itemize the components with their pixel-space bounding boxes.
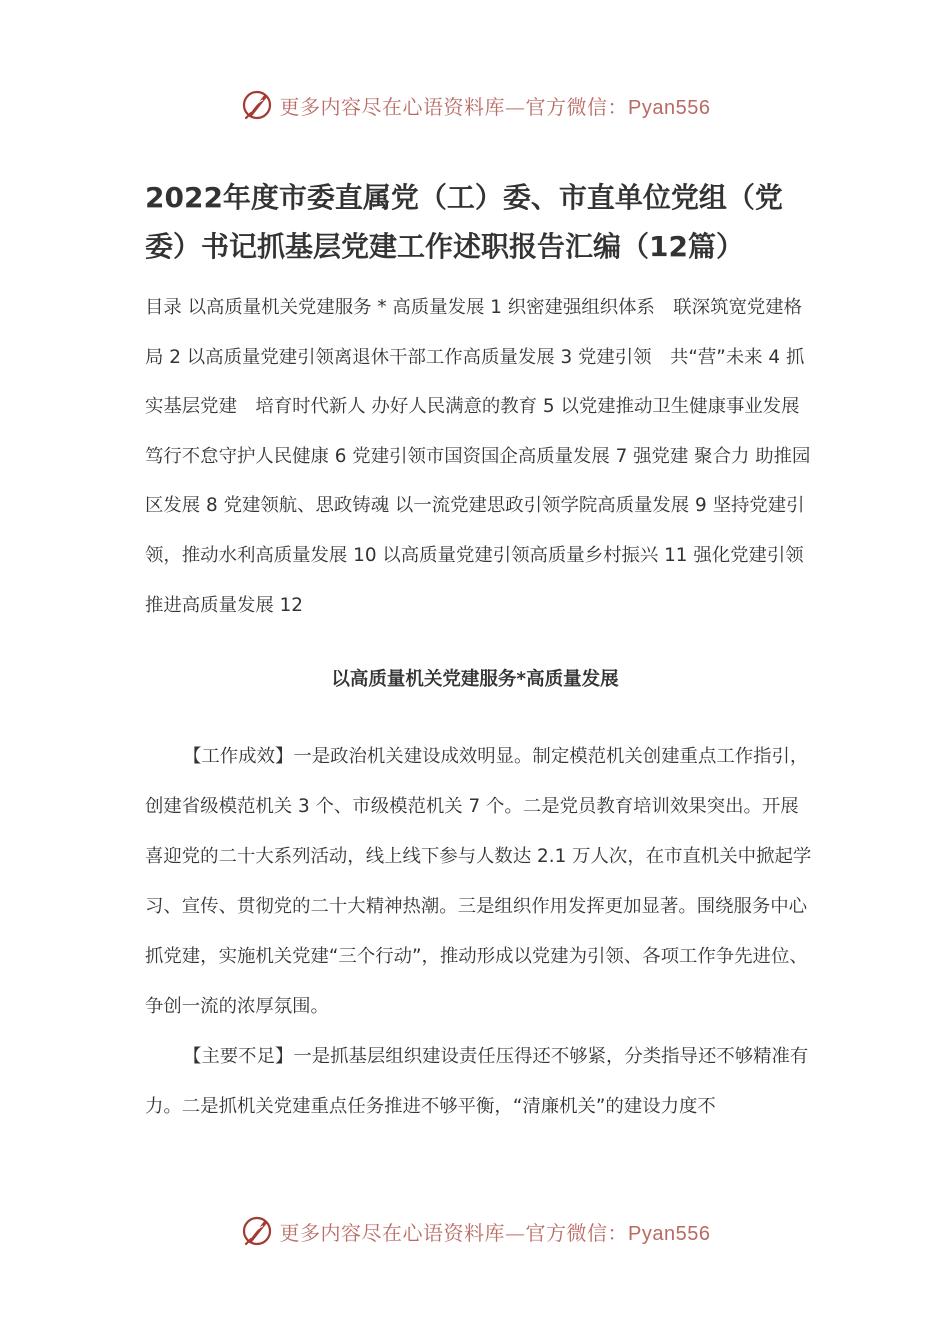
banner-separator: — — [505, 1220, 526, 1245]
banner-wechat-label: 官方微信： — [525, 1220, 629, 1245]
quill-logo-icon — [240, 88, 274, 122]
banner-wechat-label: 官方微信： — [525, 94, 629, 119]
banner-wechat-id: Pyan556 — [628, 1222, 711, 1245]
banner-slogan: 更多内容尽在心语资料库 — [279, 94, 506, 119]
paragraph-work-results: 【工作成效】一是政治机关建设成效明显。制定模范机关创建重点工作指引，创建省级模范机关 3 个、市级模范机关 7 个。二是党员教育培训效果突出。开展喜迎党的二十大系列活动，线上线下参与人数达 2.1 万人次，在市直机关中掀起学习、宣传、贯彻党的二十大精神热潮。三是组织作用发挥更加显著。围绕服务中心抓党建，实施机关党建“三个行动”，推动形成以党建为引领、各项工作争先进位、争创一流的浓厚氛围。 — [145, 746, 812, 1017]
banner-text — [280, 91, 711, 120]
document-title: 2022年度市委直属党（工）委、市直单位党组（党委）书记抓基层党建工作述职报告汇编（12篇） — [145, 181, 783, 263]
banner-wechat-id: Pyan556 — [628, 96, 711, 119]
header-banner — [0, 83, 950, 127]
section-heading: 以高质量机关党建服务*高质量发展 — [331, 669, 619, 690]
footer-banner — [0, 1209, 950, 1253]
banner-separator: — — [505, 94, 526, 119]
paragraph-shortcomings: 【主要不足】一是抓基层组织建设责任压得还不够紧，分类指导还不够精准有力。二是抓机关党建重点任务推进不够平衡，“清廉机关”的建设力度不 — [145, 1046, 809, 1117]
table-of-contents: 目录 以高质量机关党建服务 * 高质量发展 1 织密建强组织体系 联深筑宽党建格局 2 以高质量党建引领离退休干部工作高质量发展 3 党建引领 共“营”未来 4 抓实基层党建 培育时代新人 办好人民满意的教育 5 以党建推动卫生健康事业发展 笃行不怠守护人民健康 6 党建引领市国资国企高质量发展 7 强党建 聚合力 助推园区发展 8 党建领航、思政铸魂 以一流党建思政引领学院高质量发展 9 坚持党建引领，推动水利高质量发展 10 以高质量党建引领高质量乡村振兴 11 强化党建引领 推进高质量发展 12 — [145, 297, 823, 616]
banner-text — [280, 1217, 711, 1246]
banner-slogan: 更多内容尽在心语资料库 — [279, 1220, 506, 1245]
quill-logo-icon — [240, 1214, 274, 1248]
